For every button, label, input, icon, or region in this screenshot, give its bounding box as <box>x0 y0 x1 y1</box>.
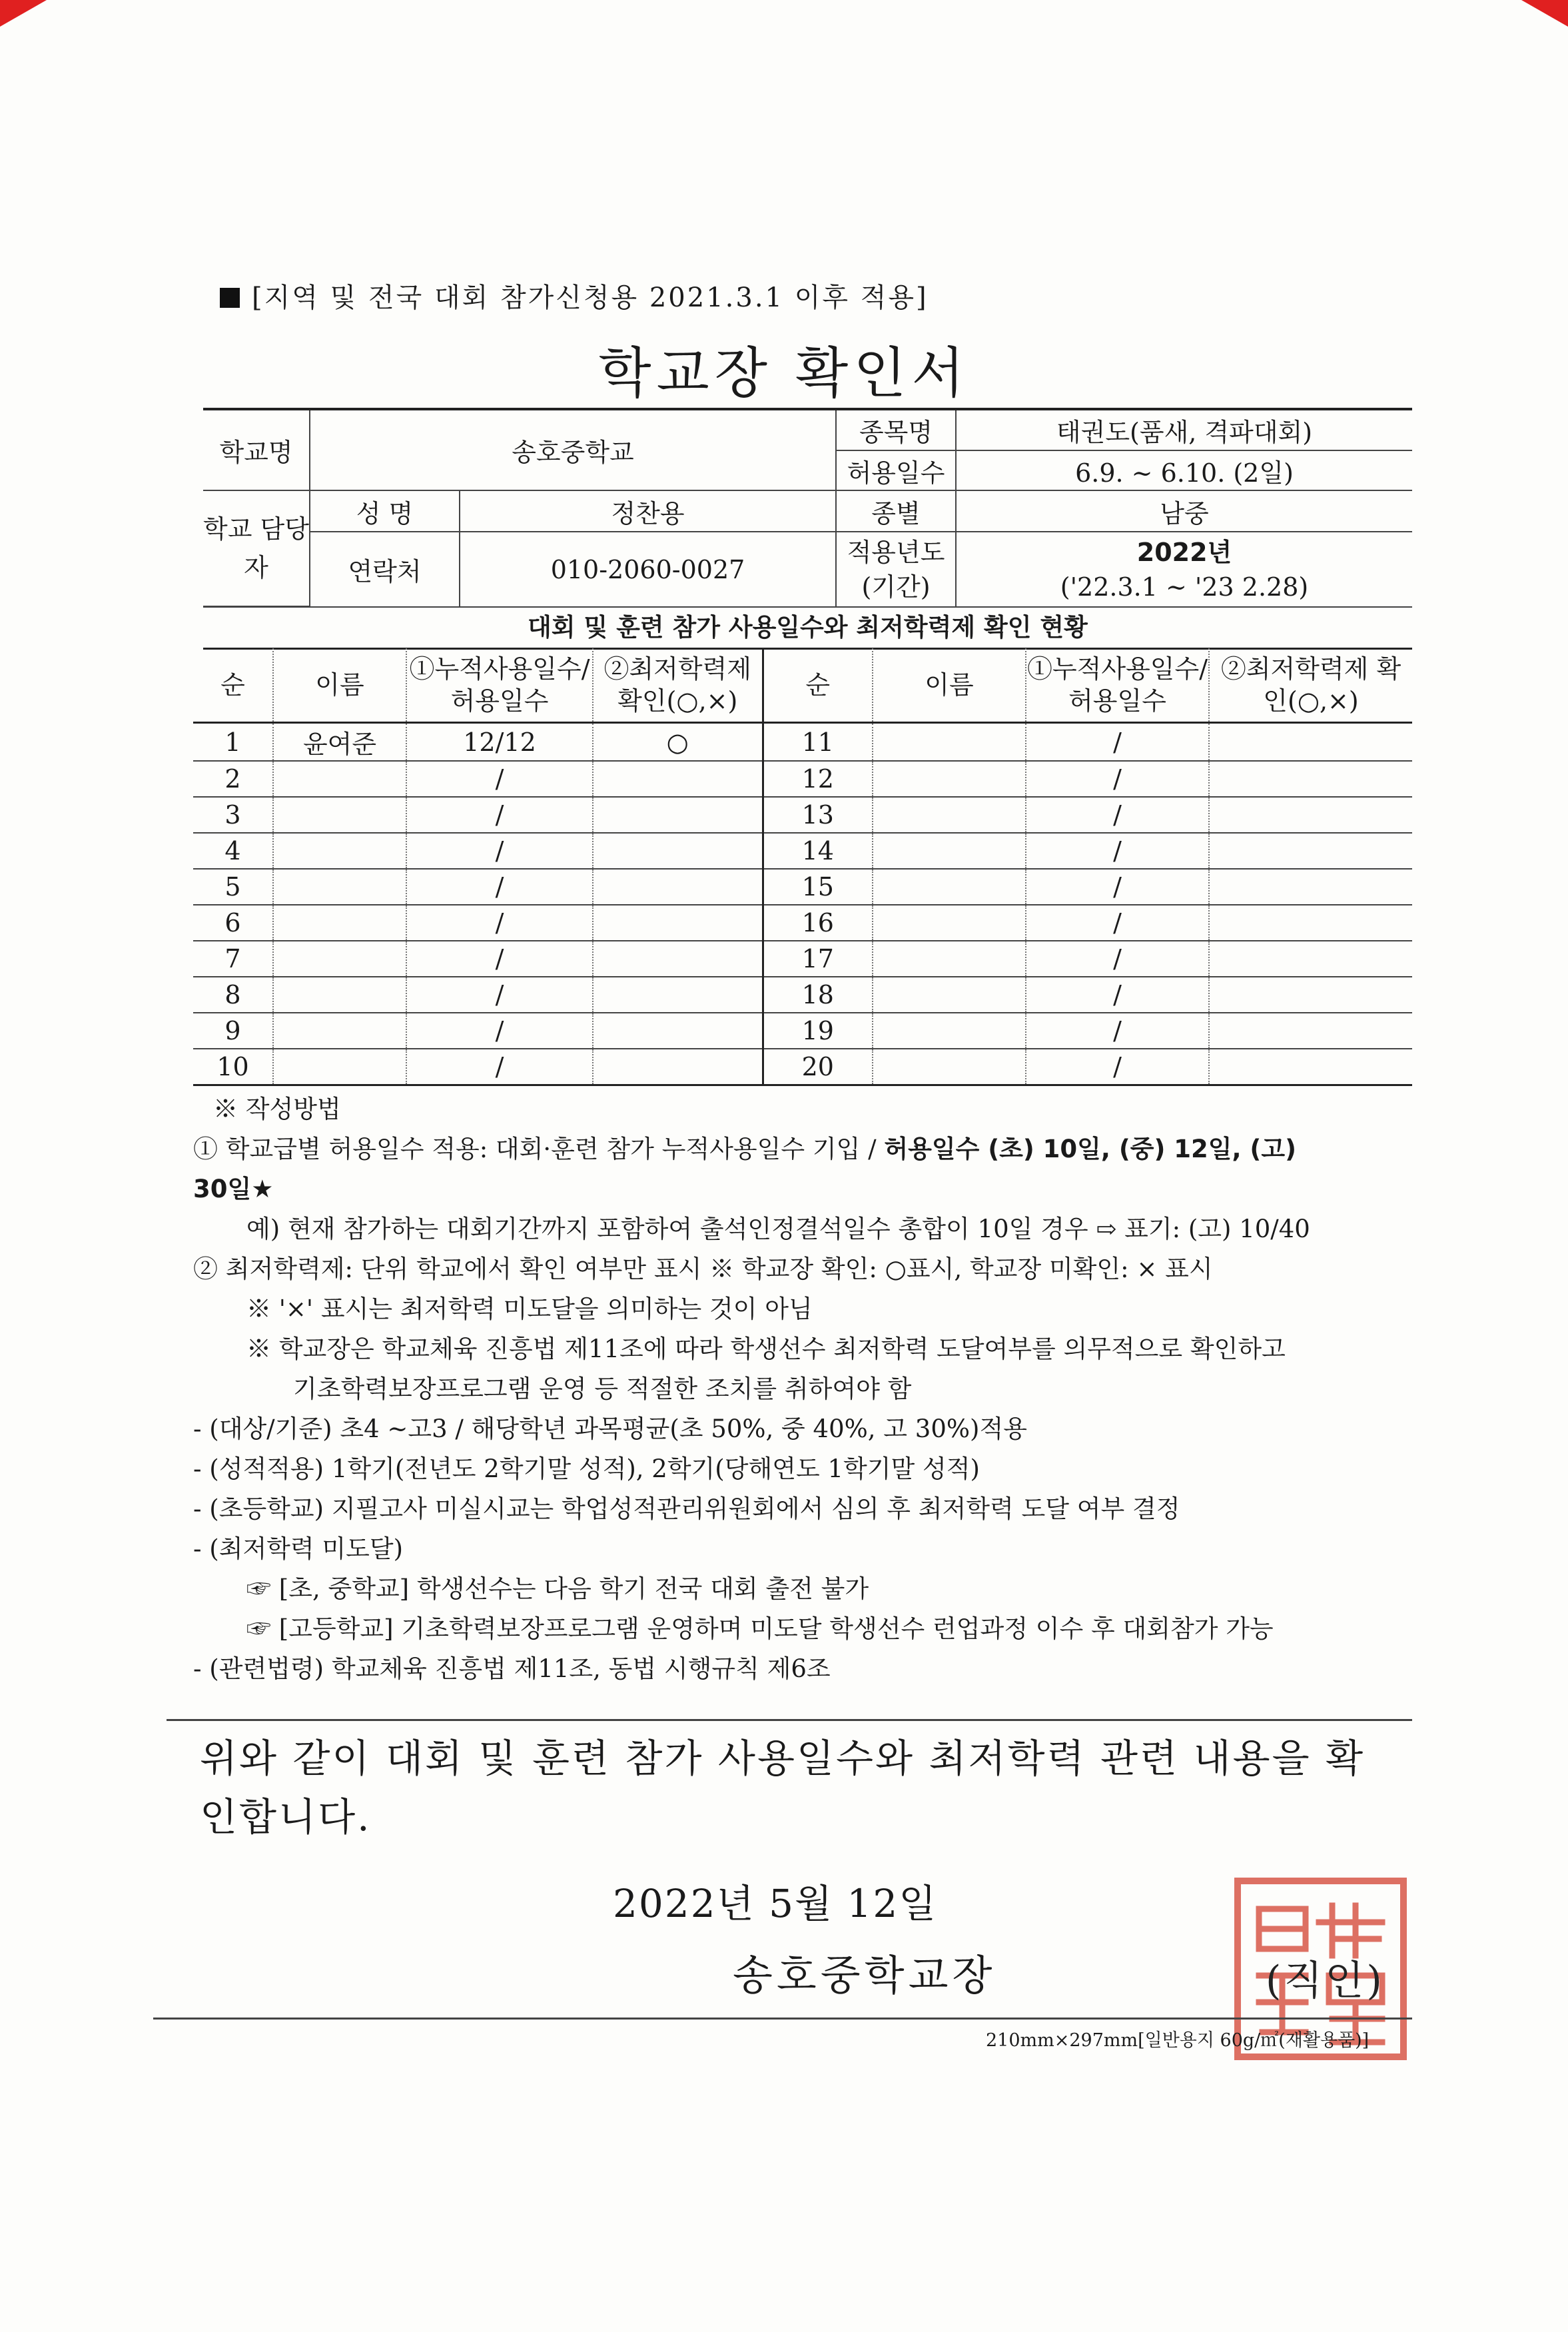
cell-name <box>873 797 1026 833</box>
detail-1: - (대상/기준) 초4 ~고3 / 해당학년 과목평균(초 50%, 중 40%, 고 30%)적용 <box>193 1415 1027 1443</box>
paper-spec: 210mm×297mm[일반용지 60g/㎡(재활용품)] <box>986 2030 1370 2051</box>
cell-no: 15 <box>763 869 873 905</box>
cell-no: 3 <box>193 797 273 833</box>
cell-name <box>873 941 1026 977</box>
cell-name: 윤여준 <box>273 723 406 762</box>
status-caption: 대회 및 훈련 참가 사용일수와 최저학력제 확인 현황 <box>203 606 1412 650</box>
cell-check <box>1209 723 1412 762</box>
detail-4-b: ☞ [고등학교] 기초학력보장프로그램 운영하며 미도달 학생선수 런업과정 이수 후 대회참가 가능 <box>246 1614 1274 1643</box>
cell-check <box>593 761 763 797</box>
cell-check <box>593 869 763 905</box>
table-row <box>193 905 1412 941</box>
cell-name <box>273 833 406 869</box>
detail-4-a: ☞ [초, 중학교] 학생선수는 다음 학기 전국 대회 출전 불가 <box>246 1574 869 1603</box>
note-2: ② 최저학력제: 단위 학교에서 확인 여부만 표시 ※ 학교장 확인: ○표시, 학교장 미확인: × 표시 <box>193 1255 1213 1283</box>
cell-name <box>873 977 1026 1013</box>
cell-check <box>1209 977 1412 1013</box>
cell-no: 12 <box>763 761 873 797</box>
table-row <box>193 977 1412 1013</box>
cell-name <box>273 905 406 941</box>
cell-no: 4 <box>193 833 273 869</box>
cell-name <box>273 761 406 797</box>
info-table <box>203 408 1412 607</box>
table-row <box>193 723 1412 762</box>
cell-check <box>593 1049 763 1085</box>
cell-days: / <box>406 941 593 977</box>
col-header-days: ①누적사용일수/허용일수 <box>1026 648 1209 723</box>
cell-days: / <box>406 905 593 941</box>
event-value: 태권도(품새, 격파대회) <box>956 409 1412 450</box>
cell-check <box>593 833 763 869</box>
footer-divider <box>153 2018 1412 2020</box>
cell-no: 10 <box>193 1049 273 1085</box>
event-label: 종목명 <box>836 409 956 450</box>
status-table <box>193 648 1412 1086</box>
table-row <box>193 833 1412 869</box>
note-2-a: ※ '×' 표시는 최저학력 미도달을 의미하는 것이 아님 <box>246 1295 813 1323</box>
cell-check <box>1209 833 1412 869</box>
cell-days: 12/12 <box>406 723 593 762</box>
cell-days: / <box>406 977 593 1013</box>
cell-check <box>593 797 763 833</box>
name-label: 성 명 <box>310 490 460 532</box>
cell-check <box>1209 905 1412 941</box>
contact-label: 연락처 <box>310 532 460 606</box>
cell-no: 14 <box>763 833 873 869</box>
header-notice-text: [지역 및 전국 대회 참가신청용 2021.3.1 이후 적용] <box>252 283 929 313</box>
cell-no: 16 <box>763 905 873 941</box>
cell-days: / <box>1026 941 1209 977</box>
col-header-name: 이름 <box>873 648 1026 723</box>
cell-check <box>1209 797 1412 833</box>
detail-2: - (성적적용) 1학기(전년도 2학기말 성적), 2학기(당해연도 1학기말 성적) <box>193 1455 980 1483</box>
cell-no: 7 <box>193 941 273 977</box>
note-1-text: ① 학교급별 허용일수 적용: 대회·훈련 참가 누적사용일수 기입 / <box>193 1135 885 1163</box>
cell-check <box>1209 761 1412 797</box>
cell-check <box>1209 869 1412 905</box>
note-2-b: ※ 학교장은 학교체육 진흥법 제11조에 따라 학생선수 최저학력 도달여부를 의무적으로 확인하고 <box>246 1335 1286 1363</box>
red-corner-mark-right <box>1521 0 1568 27</box>
note-2-c: 기초학력보장프로그램 운영 등 적절한 조치를 취하여야 함 <box>293 1375 912 1403</box>
col-header-no: 순 <box>193 648 273 723</box>
cell-days: / <box>1026 723 1209 762</box>
table-row <box>193 761 1412 797</box>
cell-days: / <box>1026 905 1209 941</box>
cell-days: / <box>406 869 593 905</box>
col-header-check: ②최저학력제 확인(○,×) <box>593 648 763 723</box>
cell-no: 9 <box>193 1013 273 1049</box>
school-value: 송호중학교 <box>310 409 836 490</box>
table-row <box>193 869 1412 905</box>
cell-days: / <box>406 1013 593 1049</box>
cell-no: 11 <box>763 723 873 762</box>
note-1-example: 예) 현재 참가하는 대회기간까지 포함하여 출석인정결석일수 총합이 10일 경우 ⇨ 표기: (고) 10/40 <box>246 1215 1310 1243</box>
detail-5: - (관련법령) 학교체육 진흥법 제11조, 동법 시행규칙 제6조 <box>193 1654 831 1683</box>
cell-name <box>273 1049 406 1085</box>
year-label: 적용년도 (기간) <box>836 532 956 606</box>
cell-name <box>273 1013 406 1049</box>
days-label: 허용일수 <box>836 450 956 490</box>
divider-line <box>167 1719 1412 1721</box>
col-header-check: ②최저학력제 확인(○,×) <box>1209 648 1412 723</box>
principal-name: 송호중학교장 <box>733 1951 996 2000</box>
cell-no: 20 <box>763 1049 873 1085</box>
cell-no: 6 <box>193 905 273 941</box>
cell-days: / <box>1026 977 1209 1013</box>
cell-no: 19 <box>763 1013 873 1049</box>
red-corner-mark-left <box>0 0 47 27</box>
year-period: ('22.3.1 ~ '23 2.28) <box>1060 572 1309 602</box>
table-row <box>193 941 1412 977</box>
cell-no: 5 <box>193 869 273 905</box>
cell-check <box>593 941 763 977</box>
cell-name <box>873 1013 1026 1049</box>
cell-no: 13 <box>763 797 873 833</box>
square-bullet-icon <box>220 288 240 308</box>
cell-no: 17 <box>763 941 873 977</box>
cell-days: / <box>406 833 593 869</box>
cell-check <box>593 905 763 941</box>
cell-name <box>873 833 1026 869</box>
cell-name <box>873 1049 1026 1085</box>
cell-days: / <box>1026 1013 1209 1049</box>
header-notice <box>220 277 929 314</box>
cell-days: / <box>1026 797 1209 833</box>
cell-days: / <box>1026 761 1209 797</box>
note-1 <box>193 1129 1419 1169</box>
col-header-name: 이름 <box>273 648 406 723</box>
document-title: 학교장 확인서 <box>598 342 970 405</box>
cell-check <box>593 977 763 1013</box>
type-value: 남중 <box>956 490 1412 532</box>
cell-days: / <box>406 1049 593 1085</box>
cell-check <box>1209 941 1412 977</box>
cell-check <box>1209 1049 1412 1085</box>
cell-check <box>593 1013 763 1049</box>
type-label: 종별 <box>836 490 956 532</box>
seal-label: (직인) <box>1266 1958 1385 2004</box>
manager-label: 학교 담당자 <box>203 490 310 606</box>
notes-heading: ※ 작성방법 <box>213 1095 341 1123</box>
detail-4: - (최저학력 미도달) <box>193 1534 404 1563</box>
cell-name <box>873 761 1026 797</box>
school-label: 학교명 <box>203 409 310 490</box>
cell-days: / <box>406 797 593 833</box>
cell-days: / <box>1026 833 1209 869</box>
cell-no: 18 <box>763 977 873 1013</box>
year-cell <box>956 532 1412 606</box>
cell-name <box>273 977 406 1013</box>
notes-section <box>193 1089 1419 1689</box>
days-value: 6.9. ~ 6.10. (2일) <box>956 450 1412 490</box>
cell-no: 8 <box>193 977 273 1013</box>
cell-no: 1 <box>193 723 273 762</box>
cell-name <box>873 905 1026 941</box>
cell-days: / <box>406 761 593 797</box>
contact-value: 010-2060-0027 <box>460 532 836 606</box>
cell-name <box>873 723 1026 762</box>
cell-name <box>273 797 406 833</box>
col-header-days: ①누적사용일수/허용일수 <box>406 648 593 723</box>
cell-name <box>273 869 406 905</box>
cell-days: / <box>1026 1049 1209 1085</box>
confirmation-text: 위와 같이 대회 및 훈련 참가 사용일수와 최저학력 관련 내용을 확인합니다. <box>200 1736 1366 1840</box>
cell-name <box>273 941 406 977</box>
cell-check <box>1209 1013 1412 1049</box>
confirmation-date: 2022년 5월 12일 <box>613 1881 938 1926</box>
table-row <box>193 1013 1412 1049</box>
col-header-no: 순 <box>763 648 873 723</box>
detail-3: - (초등학교) 지필고사 미실시교는 학업성적관리위원회에서 심의 후 최저학력 도달 여부 결정 <box>193 1494 1180 1523</box>
cell-no: 2 <box>193 761 273 797</box>
name-value: 정찬용 <box>460 490 836 532</box>
year-value: 2022년 <box>1136 537 1232 567</box>
note-1-allowed-days: 허용일수 (초) 10일, (중) 12일, (고) <box>884 1135 1296 1163</box>
cell-check: ○ <box>593 723 763 762</box>
cell-days: / <box>1026 869 1209 905</box>
cell-name <box>873 869 1026 905</box>
table-row <box>193 797 1412 833</box>
note-1-cont: 30일★ <box>193 1175 274 1203</box>
table-row <box>193 1049 1412 1085</box>
